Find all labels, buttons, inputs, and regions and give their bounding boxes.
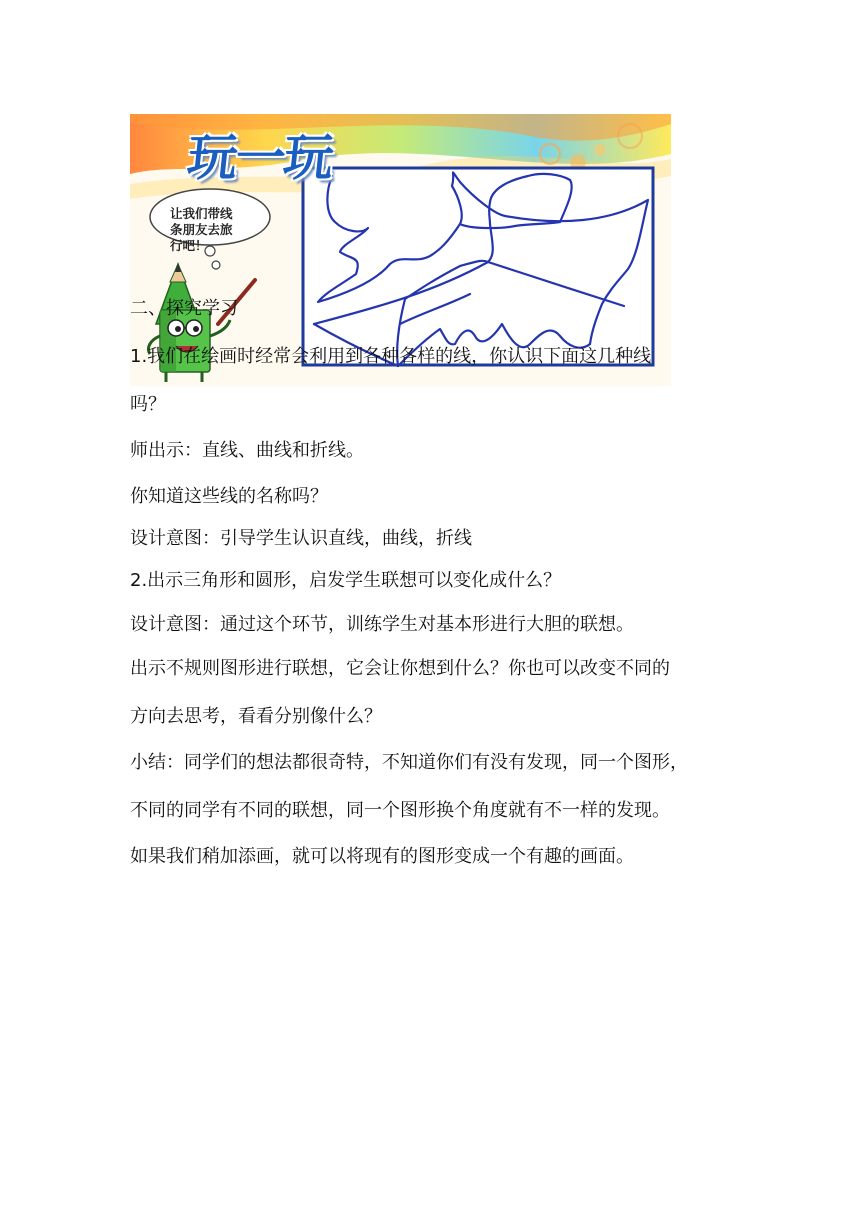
paragraph-1-line-2: 吗？ <box>130 394 166 415</box>
paragraph-4: 设计意图：引导学生认识直线，曲线，折线 <box>130 528 472 549</box>
bubble-line-1: 让我们带线 <box>170 206 233 221</box>
paragraph-8-line-1: 小结：同学们的想法都很奇特，不知道你们有没有发现，同一个图形， <box>130 752 688 773</box>
bubble-line-2: 条朋友去旅 <box>170 222 233 237</box>
paragraph-1-line-1: 1.我们在绘画时经常会利用到各种各样的线，你认识下面这几种线 <box>130 346 652 367</box>
paragraph-8-line-3: 如果我们稍加添画，就可以将现有的图形变成一个有趣的画面。 <box>130 846 634 867</box>
paragraph-7-line-2: 方向去思考，看看分别像什么？ <box>130 706 382 727</box>
bubble-line-3: 行吧！ <box>170 238 208 253</box>
speech-bubble-text <box>170 206 260 254</box>
paragraph-5: 2.出示三角形和圆形，启发学生联想可以变化成什么？ <box>130 570 562 591</box>
paragraph-6: 设计意图：通过这个环节，训练学生对基本形进行大胆的联想。 <box>130 614 634 635</box>
paragraph-2: 师出示：直线、曲线和折线。 <box>130 440 364 461</box>
paragraph-8-line-2: 不同的同学有不同的联想，同一个图形换个角度就有不一样的发现。 <box>130 800 670 821</box>
paragraph-7-line-1: 出示不规则图形进行联想，它会让你想到什么？你也可以改变不同的 <box>130 658 670 679</box>
banner-title: 玩一玩 <box>184 129 335 187</box>
paragraph-3: 你知道这些线的名称吗？ <box>130 486 328 507</box>
section-heading: 二、探究学习 <box>130 298 238 319</box>
